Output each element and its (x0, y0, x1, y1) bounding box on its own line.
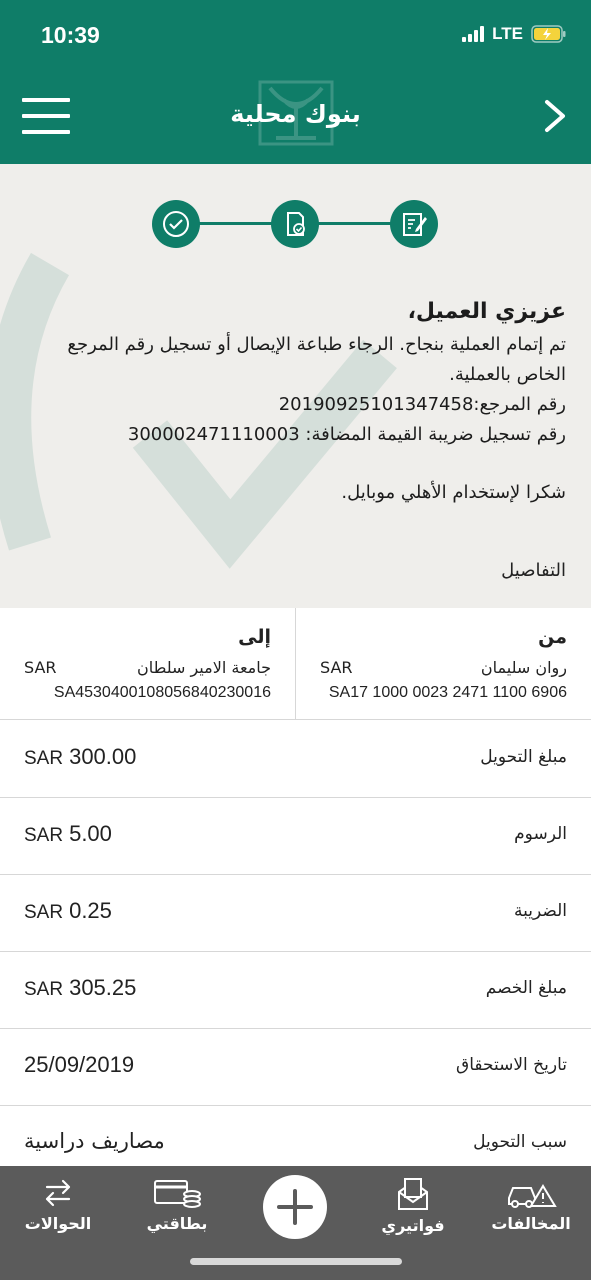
detail-row-tax (0, 875, 591, 952)
detail-value: مصاريف دراسية (24, 1129, 165, 1153)
detail-label: مبلغ الخصم (485, 978, 567, 998)
detail-label: الضريبة (513, 901, 567, 921)
details-heading: التفاصيل (501, 560, 566, 581)
add-button[interactable] (263, 1175, 327, 1239)
detail-value: SAR 305.25 (24, 975, 137, 1000)
plus-icon (263, 1175, 327, 1239)
chevron-right-icon[interactable] (541, 98, 569, 134)
to-iban: SA4530400108056840230016 (53, 684, 271, 701)
vat-number: رقم تسجيل ضريبة القيمة المضافة: 300002471110003 (127, 424, 566, 445)
confirmation-message (46, 294, 566, 508)
from-label: من (538, 626, 567, 648)
success-text: تم إتمام العملية بنجاح. الرجاء طباعة الإيصال أو تسجيل رقم المرجع الخاص بالعملية. (67, 334, 566, 385)
signal-icon (462, 26, 484, 42)
app-header (0, 70, 591, 164)
battery-icon (531, 25, 567, 43)
thanks-text: شكرا لإستخدام الأهلي موبايل. (341, 482, 566, 503)
status-bar (0, 0, 591, 70)
detail-label: الرسوم (514, 824, 567, 844)
to-currency: SAR (24, 658, 57, 677)
nav-bills[interactable]: فواتيري (363, 1176, 463, 1235)
detail-row-debit-amount (0, 952, 591, 1029)
detail-row-transfer-amount (0, 721, 591, 798)
home-indicator (190, 1258, 402, 1265)
from-iban: SA17 1000 0023 2471 1100 6906 (328, 684, 567, 701)
page-title: بنوك محلية (230, 100, 361, 128)
detail-row-fees (0, 798, 591, 875)
transfer-arrows-icon (41, 1176, 75, 1210)
greeting: عزيزي العميل، (407, 299, 566, 324)
car-warning-icon (505, 1176, 557, 1210)
detail-row-due-date (0, 1029, 591, 1106)
detail-label: مبلغ التحويل (480, 747, 567, 767)
detail-value: SAR 5.00 (24, 821, 112, 846)
card-coins-icon (152, 1176, 202, 1210)
divider (295, 608, 296, 720)
status-icons (462, 24, 567, 44)
reference-number: رقم المرجع:20190925101347458 (278, 394, 566, 415)
to-account (0, 608, 295, 720)
parties-section (0, 608, 591, 720)
detail-value: SAR 300.00 (24, 744, 137, 769)
to-label: إلى (238, 626, 271, 648)
check-circle-icon (152, 200, 200, 248)
from-account (296, 608, 591, 720)
status-time: 10:39 (41, 22, 100, 48)
detail-value: SAR 0.25 (24, 898, 112, 923)
to-name: جامعة الامير سلطان (136, 658, 271, 677)
nav-transfers[interactable]: الحوالات (8, 1176, 108, 1233)
document-check-icon (271, 200, 319, 248)
from-name: روان سليمان (480, 658, 567, 677)
edit-form-icon (390, 200, 438, 248)
detail-value: 25/09/2019 (24, 1052, 135, 1077)
progress-stepper (152, 200, 438, 248)
nav-cards[interactable]: بطاقتي (127, 1176, 227, 1233)
nav-violations[interactable]: المخالفات (481, 1176, 581, 1233)
detail-label: سبب التحويل (473, 1132, 567, 1152)
detail-label: تاريخ الاستحقاق (456, 1055, 567, 1075)
network-label: LTE (492, 24, 523, 43)
confirmation-panel (0, 164, 591, 608)
bill-envelope-icon (396, 1176, 430, 1212)
from-currency: SAR (320, 658, 353, 677)
